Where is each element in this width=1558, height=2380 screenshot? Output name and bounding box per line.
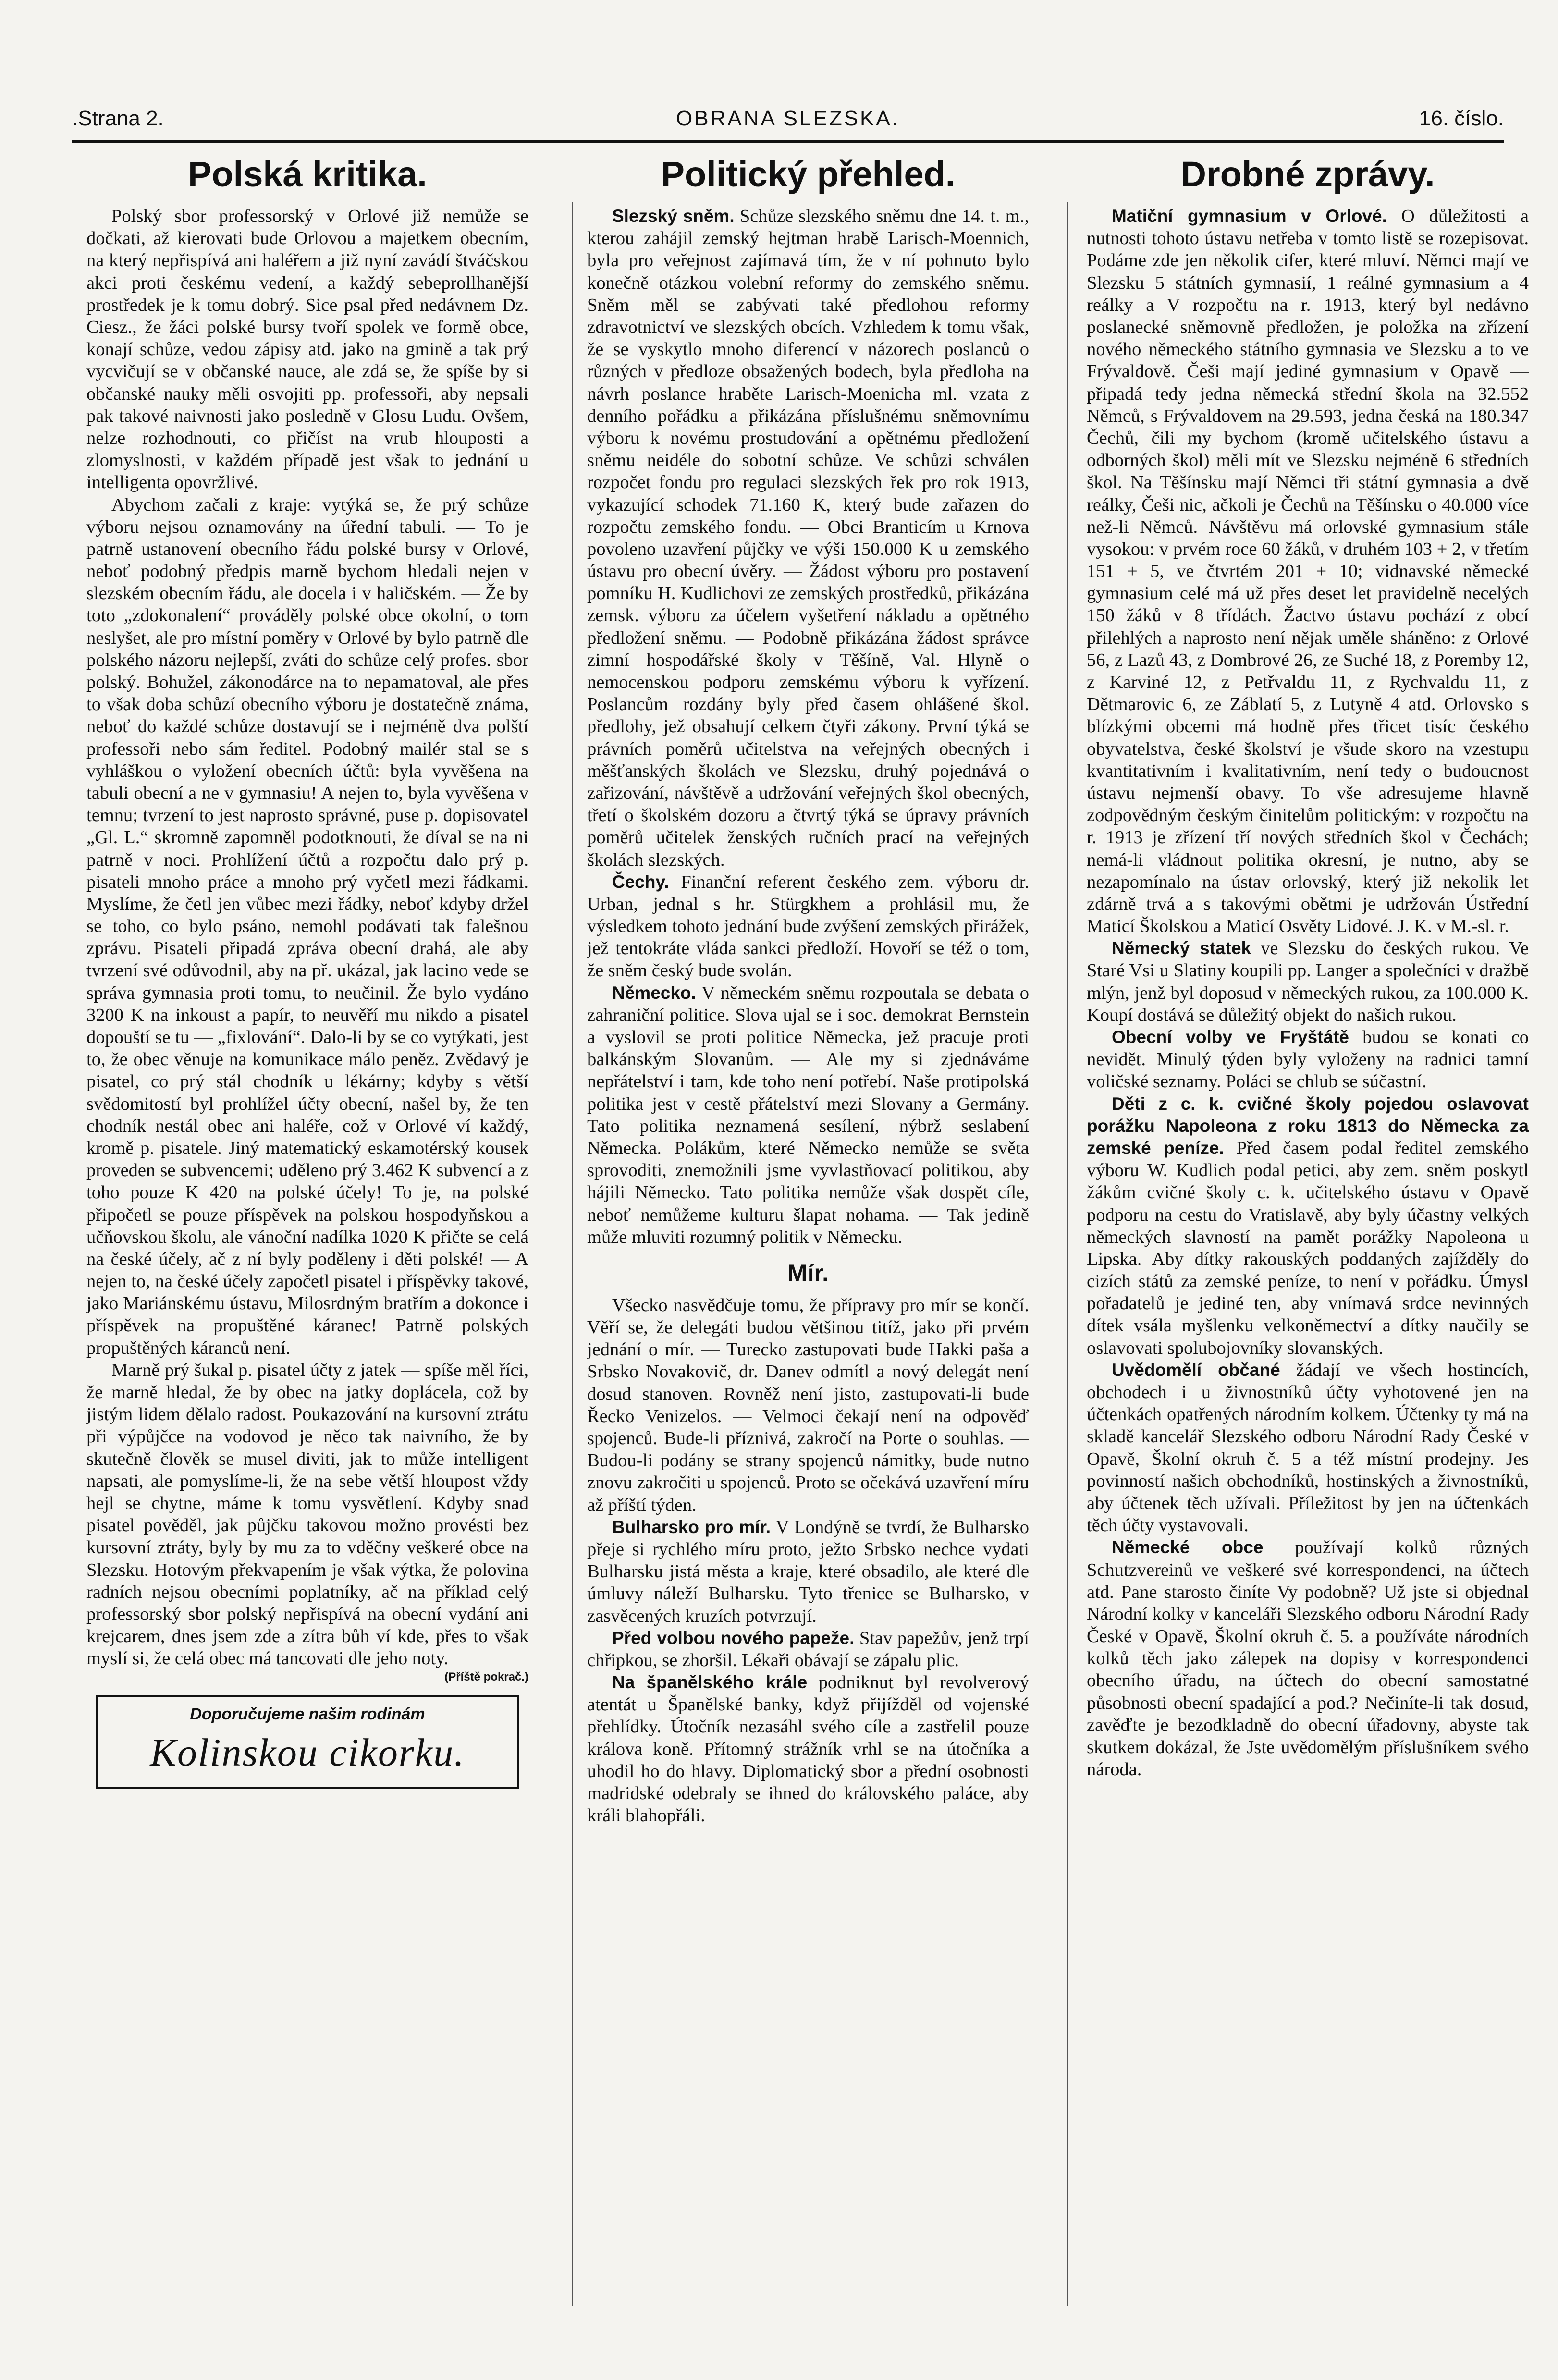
ad-product: Kolinskou cikorku. — [150, 1730, 465, 1775]
header-rule — [72, 140, 1504, 143]
news-item — [587, 871, 1029, 982]
news-item — [587, 1627, 1029, 1671]
news-item — [587, 1516, 1029, 1627]
issue-number: 16. číslo. — [1419, 107, 1504, 130]
news-item-text: V Londýně se tvrdí, že Bulharsko přeje si rychlého míru proto, ježto Srbsko nechce vydati Bulharsku jistá města a kraje, které obsadilo, ale které dle úmluvy náleží Bulharsku. Tyto třenice se Bulharsko, v zasvěcených kruzích potvrzují. — [587, 1517, 1029, 1626]
news-item — [1087, 1536, 1529, 1780]
news-item-text: O důležitosti a nutnosti tohoto ústavu netřeba v tomto listě se rozepisovat. Podáme zde jen několik cifer, které mluví. Němci mají ve Slezsku 5 státních gymnasií, 1 reálné gymnasium a 4 reálky a V rozpočtu na r. 1913, který byl nedávno poslanecké sněmovně předložen, je položka na zřízení nového německého státního gymnasia ve Slezsku a to ve Frývaldově. Češi mají jediné gymnasium v Opavě — připadá tedy jedna německá střední škola na 32.552 Němců, s Frývaldovem na 29.593, jedna česká na 180.347 Čechů, čili my bychom (kromě učitelského ústavu a odborných škol) měli mít ve Slezsku nejméně 6 středních škol. Na Těšínsku mají Němci tři státní gymnasia a dvě reálky, Češi nic, ačkoli je Čechů na Těšínsku o 40.000 více než-li Němců. Návštěvu má orlovské gymnasium stále vysokou: v prvém roce 60 žáků, v druhém 103 + 2, v třetím 151 + 5, ve čtvrtém 201 + 10; vidnavské německé gymnasium celé má už přes deset let pravidelně necelých 150 žáků v 8 třídách. Žactvo ústavu pochází z obcí přilehlých a naprosto není nějak uměle sháněno: z Orlové 56, z Lazů 43, z Dombrové 26, ze Suché 18, z Poremby 12, z Karviné 12, z Petřvaldu 11, z Rychvaldu 11, z Dětmarovic 6, ze Záblatí 5, z Lutyně 4 atd. Orlovsko s blízkými obcemi má hodně přes třicet tisíc českého obyvatelstva, české školství je všude skoro na vzestupu kvantitativním i kvalitativním, není tedy o budoucnost ústavu nejmenší obavy. To vše adresujeme hlavně zodpovědným českým činitelům politickým: v rozpočtu na r. 1913 je zřízení tří nových středních škol v Čechách; nemá-li vládnout politika okresní, je nutno, aby se nezapomínalo na ústav orlovský, který již nekolik let zdárně trvá a s takovými obětmi je udržován Ústřední Maticí Školskou a Maticí Osvěty Lidové. J. K. v M.-sl. r. — [1087, 206, 1529, 937]
column-drobne-zpravy — [1087, 154, 1529, 2311]
news-item-lead: Bulharsko pro mír. — [612, 1517, 771, 1537]
article-title: Drobné zprávy. — [1180, 154, 1435, 194]
column-divider-1 — [572, 202, 573, 2306]
article-paragraph: Abychom začali z kraje: vytýká se, že prý schůze výboru nejsou oznamovány na úřední tabuli. — To je patrně ustanovení obecního řádu polské bursy v Orlové, neboť podobný předpis marně bychom hledali nejen v slezském obecním řádu, ale docela i v haličském. — Že by toto „zdokonalení“ prováděly polské obce okolní, o tom neslyšet, ale pro místní poměry v Orlové by bylo patrně dle polského názoru nejlepší, zváti do schůze celý profes. sbor polský. Bohužel, zákonodárce na to nepamatoval, ale přes to však doba schůzí obecního výboru je dostatečně známa, neboť do každé schůze dostavují se i nejméně dva polští professoři nebo sám ředitel. Podobný mailér stal se s vyhláškou o vyložení obecních účtů: byla vyvěšena na tabuli obecní a ne v gymnasiu! A nejen to, byla vyvěšena v temnu; tvrzení to jest naprosto správné, puse p. dopisovatel „Gl. L.“ skromně zapomněl podotknouti, že díval se na ni patrně v noci. Prohlížení účtů a rozpočtu dalo prý p. pisateli mnoho práce a mnoho prý vyčetl mezi řádkami. Myslíme, že četl jen vůbec mezi řádky, neboť kdyby držel se toho, co bylo psáno, nemohl podávati tak falešnou zprávu. Pisateli připadá zpráva obecní drahá, ale aby tvrzení své odůvodnil, aby na př. ukázal, jak lacino vede se správa gymnasia proti tomu, to neučinil. Že bylo vydáno 3200 K na inkoust a papír, to neuvěří mu nikdo a pisatel dopouští se tu — „fixlování“. Dalo-li by se co vytýkati, jest to, že obec věnuje na komunikace málo peněz. Zvědavý je pisatel, co prý stál chodník u lékárny; kdyby s větší svědomitostí byl prohlížel účty obecní, našel by, že ten chodník nestál obec ani haléře, což v Orlové ví každý, kromě p. pisatele. Jiný matematický eskamotérský kousek proveden se subvencemi; udělenо prý 3.462 K subvencí a z toho pouze K 420 na polské účely! To je, na polské připočetl se pouze příspěvek na polskou hospodyňskou a učňovskou školu, ale vánoční nadílka 1020 K přičte se celá na české účely, ač z ní byly poděleny i děti polské! — A nejen to, na české účely započetl pisatel i příspěvky takové, jako Mariánskému ústavu, Milosrdným bratřím a dokonce i příspěvek na propuštěné káranec! Patrně polských propuštěných káranců není. — [86, 494, 528, 1358]
news-item — [1087, 1026, 1529, 1093]
column-divider-2 — [1067, 202, 1068, 2306]
page-number: .Strana 2. — [72, 107, 164, 130]
column-politicky-prehled — [587, 154, 1029, 2311]
news-item-lead: Obecní volby ve Fryštátě — [1112, 1027, 1349, 1047]
news-item — [587, 205, 1029, 871]
news-item — [587, 1671, 1029, 1827]
news-item — [1087, 1359, 1529, 1537]
news-item-text: Stav papežův, jenž trpí chřipkou, se zhoršil. Lékaři obávají se zápalu plic. — [587, 1628, 1029, 1670]
news-item-lead: Před volbou nového papeže. — [612, 1628, 855, 1648]
news-item-text: budou se konati co nevidět. Minulý týden byly vyloženy na radnici tamní voličské seznamy. Poláci se chlub se súčastní. — [1087, 1027, 1529, 1092]
news-item-text: V německém sněmu rozpoutala se debata o zahraniční politice. Slova ujal se i soc. demokrat Bernstein a vyslovil se proti politice Německa, jež pracuje proti balkánským Slovanům. — Ale my si zjednáváme nepřátelství i tam, kde toho není potřebí. Naše protipolská politika jest v cestě přátelství mezi Slovany a Germány. Tato politika neznamená sesílení, nýbrž seslabení Německa. Polákům, které Německo nemůže se světa sprovoditi, znemožnili jsme vyvlastňovací politikou, aby hájili Německo. Tato politika nemůže však dospět cíle, neboť nemůžeme kulturu šlapat nohama. — Tak jedině může mluviti rozumný politik v Německu. — [587, 982, 1029, 1247]
news-item-lead: Slezský sněm. — [612, 206, 735, 226]
page-header — [72, 107, 1504, 140]
article-title: Polská kritika. — [188, 154, 427, 194]
article-title: Politický přehled. — [661, 154, 956, 194]
news-item-text: žádají ve všech hostincích, obchodech i u živnostníků účty vyhotovené jen na účtenkách opatřených národním kolkem. Účtenky ty má na skladě kancelář Slezského odboru Národní Rady České v Opavě, Školní okruh č. 5 a též místní prodejny. Jes povinností našich obchodníků, hostinských a živnostníků, aby účtenek těch užívali. Příležitost by jen na účtenkách těch účty vystavovali. — [1087, 1360, 1529, 1536]
news-item-text: Schůze slezského sněmu dne 14. t. m., kterou zahájil zemský hejtman hrabě Larisch-Moennich, byla pro veřejnost zajímavá tím, že v ní pohnuto bylo konečně otázkou volební reformy do zemského sněmu. Sněm měl se zabývati také předlohou reformy zdravotnictví ve slezských obcích. Vzhledem k tomu však, že se vyskytlo mnoho diferencí v názorech poslanců o různých v předloze obsažených bodech, byla předloha na návrh poslance hraběte Larisch-Moenicha ml. vzata z denního pořádku a přikázána příslušnému sněmovnímu výboru k novému prostudování a opětnému předložení sněmu neidéle do sobotní schůze. Ve schůzi schválen rozpočet fondu pro regulaci slezských řek pro rok 1913, vykazující schodek 71.160 K, který bude zařazen do rozpočtu zemského fondu. — Obci Branticím u Krnova povoleno uzavření půjčky ve výši 150.000 K u zemského ústavu pro obecní úvěry. — Žádost výboru pro postavení pomníku H. Kudlichovi ze zemských prostředků, přikázána zemsk. výboru za účelem vyšetření nákladu a opětného předložení sněmu. — Podobně přikázána žádost správce zimní hospodářské školy v Těšíně, Val. Hlyně o nemocenskou podporu zemskému výboru k vyřízení. Poslancům rozdány byly před časem ohlášené škol. předlohy, jež obsahují celkem čtyři zákony. První týká se právních poměrů učitelstva na veřejných obecných i měšťanských školách ve Slezsku, druhý pojednává o zařizování, návštěvě a udržování veřejných škol obecných, třetí o školském dozoru a čtvrtý týká se úpravy právních poměrů učitelek ženských ručních prací na veřejných školách slezských. — [587, 206, 1029, 870]
news-item — [1087, 1093, 1529, 1359]
section-heading: Mír. — [787, 1259, 829, 1287]
news-item — [587, 982, 1029, 1248]
column-polska-kritika — [86, 154, 528, 2311]
news-item-lead: Uvědomělí občané — [1112, 1360, 1280, 1380]
news-item-text: Před časem podal ředitel zemského výboru W. Kudlich podal petici, aby zem. sněm poskytl žákům cvičné školy c. k. učitelského ústavu v Opavě podporu na cestu do Vratislavě, aby byly účastny velkých německých slavností na pamět porážky Napoleona u Lipska. Aby dítky rakouských poddaných zajížděly do cizích států za zemské peníze, to není v pořádku. Úmysl pořadatelů je jediné ten, aby vnímavá srdce nevinných dítek vsála myšlenku velkoněmectví a dítky naučily se oslavovati spolubojovníky slovanských. — [1087, 1138, 1529, 1358]
ad-tagline: Doporučujeme našim rodinám — [190, 1705, 425, 1724]
news-item-text: používají kolků různých Schutzvereinů ve veškeré své korrespondenci, na účtech atd. Pane starosto činíte Vy podobně? Už jste si objednal Národní kolky v kanceláři Slezského odboru Národní Rady České v Opavě, Školní okruh č. 5. a používáte národních kolků těch jako zálepek na dopisy v korrespondenci obecního úřadu, na účtech do obecní samostatné působnosti obecní spadající a pod.? Nečiníte-li tak dosud, zavěďte je bezodkladně do obecní úřadovny, abyste tak skutkem dokázal, že Jste uvědomělým příslušníkem svého národa. — [1087, 1537, 1529, 1780]
news-item — [1087, 937, 1529, 1026]
news-item-text: ve Slezsku do českých rukou. Ve Staré Vsi u Slatiny koupili pp. Langer a společníci v dražbě mlýn, jenž byl doposud v německých rukou, za 100.000 K. Koupí dostává se důležitý objekt do našich rukou. — [1087, 938, 1529, 1025]
news-item-lead: Čechy. — [612, 871, 669, 892]
continuation-note: (Příště pokrač.) — [444, 1670, 528, 1684]
article-paragraph: Marně prý šukal p. pisatel účty z jatek — spíše měl říci, že marně hledal, že by obec na jatky doplácela, což by jistým lidem dělalo radost. Poukazování na kursovní ztrátu při výpůjčce na vodovod je něco tak naivního, že by skutečně člověk se musel diviti, jak to může intelligent napsati, ale pomyslíme-li, že na sebe větší hloupost vždy hejl se chytne, máme k tomu vysvětlení. Kdyby snad pisatel pověděl, jak půjčku takovou možno provésti bez kursovní ztráty, byly by mu za to vděčny veškeré obce na Slezsku. Hotovým překvapením je však výtka, že polovina radních nejsou obecními poplatníky, ač na příklad celý professorský sbor polský nepřispívá na obecní vydání ani krejcarem, dnes jsem zde a zítra bůh ví kde, přes to však myslí si, že celá obec má tancovati dle jeho noty. — [86, 1360, 528, 1669]
news-item-lead: Německo. — [612, 982, 696, 1003]
news-item-text: podniknut byl revolverový atentát u Španělské banky, když přijížděl od vojenské přehlídky. Útočník nezasáhl svého cíle a zastřelil pouze králova koně. Přítomný strážník vrhl se na útočníka a uhodil ho do hlavy. Diplomatický sbor a přední osobnosti madridské odebraly se ihned do královského paláce, aby králi blahopřáli. — [587, 1672, 1029, 1826]
advertisement-box — [96, 1695, 519, 1789]
news-item — [1087, 205, 1529, 937]
article-paragraph: Všecko nasvědčuje tomu, že přípravy pro mír se končí. Věří se, že delegáti budou většinou titíž, jako při prvém jednání o mír. — Turecko zastupovati bude Hakki paša a Srbsko Novakovič, dr. Danev odmítl a nový delegát není dosud stanoven. Rovněž není jisto, zastupovati-li bude Řecko Venizelos. — Velmoci čekají není na odpověď spojenců. Bude-li příznivá, zakročí na Porte o souhlas. — Budou-li podány se strany spojenců námitky, bude nutno znovu zakročiti u spojenců. Proto se očekává uzavření míru až příští týden. — [587, 1295, 1029, 1515]
news-item-lead: Matiční gymnasium v Orlové. — [1112, 206, 1387, 226]
news-item-lead: Německé obce — [1112, 1537, 1264, 1558]
article-paragraph: Polský sbor professorský v Orlové již nemůže se dočkati, až kierovati bude Orlovou a majetkem obecním, na který nepřispívá ani haléřem a již nyní zavádí štváčskou akci proti českému vedení, a každý sebeprollhanější prostředek je k tomu dobrý. Sice psal před nedávnem Dz. Ciesz., že žáci polské bursy tvoří spolek ve formě obce, konají schůze, vedou zápisy atd. jako na gmině a tak prý vycvičují se v občanské nauce, ale zdá se, že spíše by si občanské nauky měli osvojiti pp. professoři, aby nepsali pak takové naivnosti jako poslednĕ v Glosu Ludu. Ovšem, nelze rozhodnouti, co přičíst na vrub hlouposti a zlomyslnosti, v každém případě jest však to jednání u intelligenta opovržlivé. — [86, 206, 528, 493]
news-item-lead: Na španělského krále — [612, 1672, 808, 1693]
masthead-title: OBRANA SLEZSKA. — [676, 107, 900, 130]
news-item-text: Finanční referent českého zem. výboru dr. Urban, jednal s hr. Stürgkhem a prohlásil mu, že výsledkem tohoto jednání bude zvýšení zemských přirážek, jež tentokráte vláda sankci předloží. Hovoří se též o tom, že sněm český bude svolán. — [587, 871, 1029, 981]
news-item-lead: Děti z c. k. cvičné školy pojedou oslavovat porážku Napoleona z roku 1813 do Německa za zemské peníze. — [1087, 1093, 1529, 1158]
news-item-lead: Německý statek — [1112, 938, 1251, 958]
